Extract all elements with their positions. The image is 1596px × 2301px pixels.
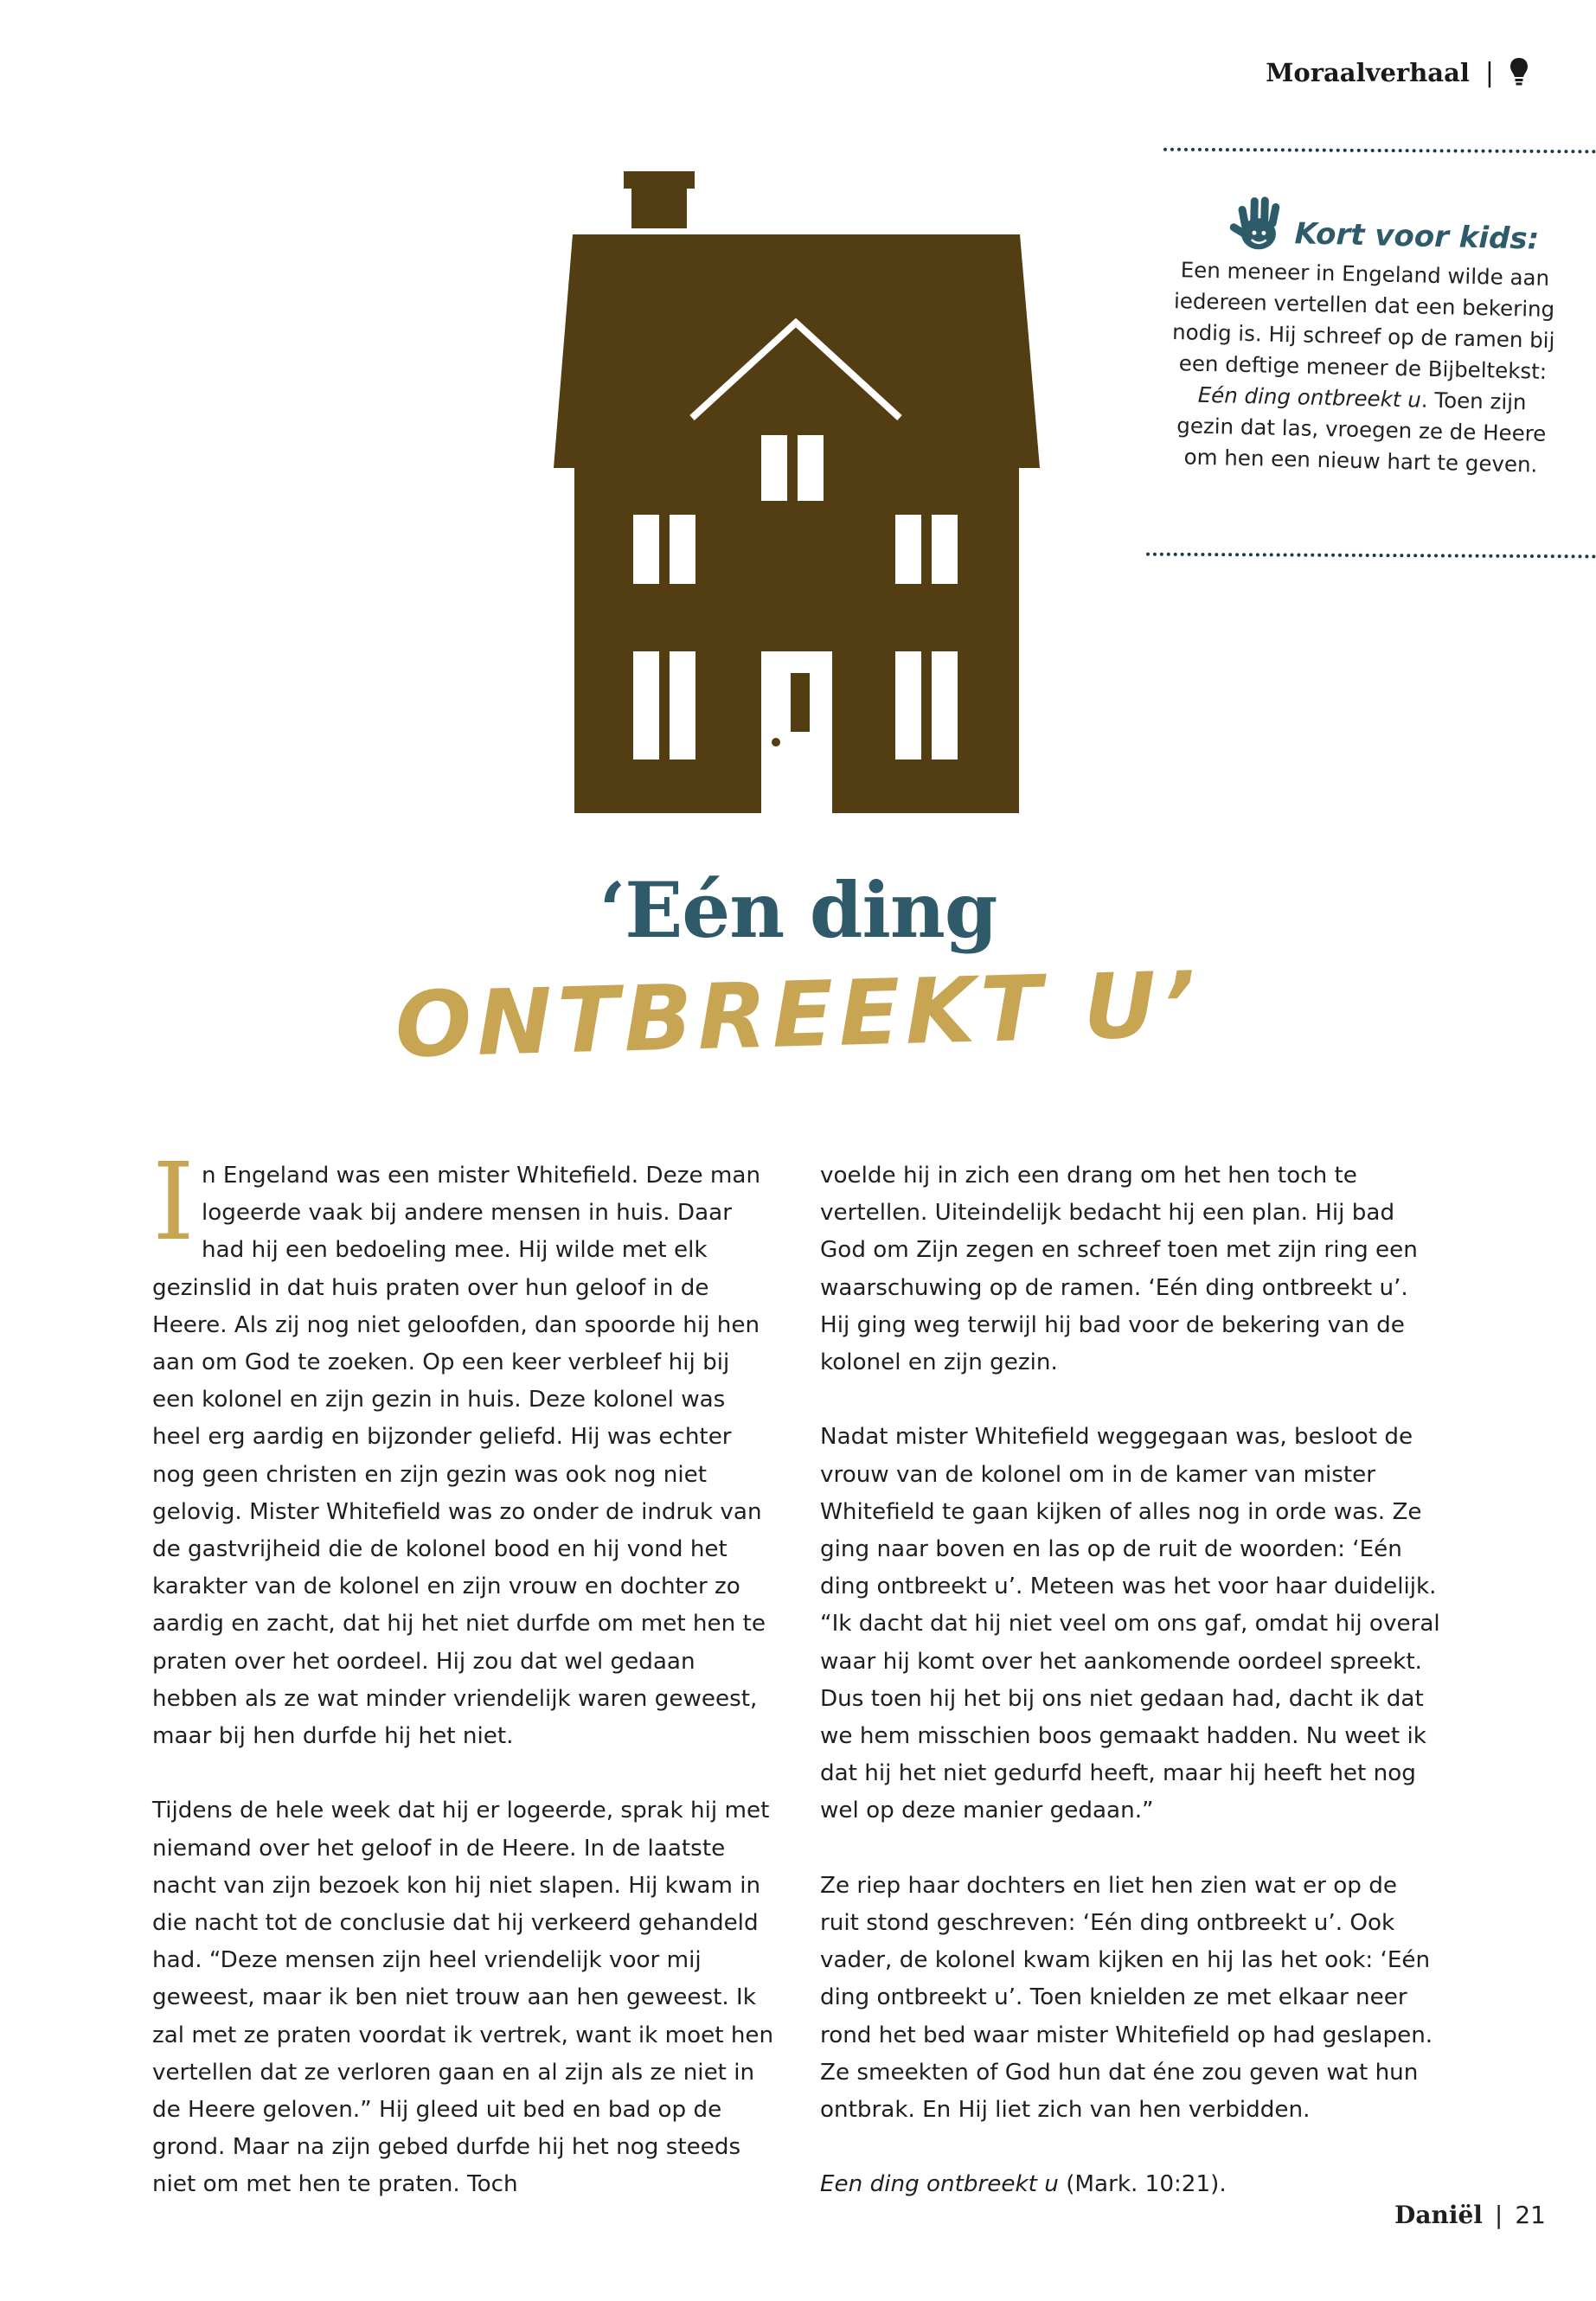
header-separator: |: [1484, 57, 1494, 88]
kids-title: Kort voor kids:: [1294, 216, 1540, 257]
verse-text: Een ding ontbreekt u: [820, 2171, 1059, 2198]
magazine-name: Daniël: [1394, 2201, 1483, 2229]
section-label: Moraalverhaal: [1266, 58, 1470, 87]
kids-text-verse: Eén ding ontbreekt u: [1197, 381, 1422, 413]
article-paragraph: [152, 1140, 775, 1755]
kids-title-row: [1205, 193, 1561, 263]
hand-icon: [1227, 193, 1289, 257]
house-icon: [554, 171, 1040, 813]
lightbulb-icon: [1509, 57, 1529, 88]
dotted-divider-top: [1163, 148, 1596, 154]
article-column-right: [820, 1157, 1443, 2241]
page-number: 21: [1515, 2201, 1546, 2229]
article-column-left: [152, 1140, 775, 2241]
article-paragraph: Nadat mister Whitefield weggegaan was, besloot de vrouw van de kolonel om in de kamer van mister Whitefield te gaan kijken of alles nog in orde was. Ze ging naar boven en las op de ruit de woorden: ‘Eén ding ontbreekt u’. Meteen was het voor haar duidelijk. “Ik dacht dat hij niet veel om ons gaf, omdat hij overal waar hij komt over het aankomende oordeel spreekt. Dus toen hij het bij ons niet gedaan had, dacht ik dat we hem misschien boos gemaakt hadden. Nu weet ik dat hij het niet gedurfd heeft, maar hij heeft het nog wel op deze manier gedaan.”: [820, 1424, 1440, 1824]
kids-text-part1: Een meneer in Engeland wilde aan iedereen vertellen dat een bekering nodig is. Hij schreef op de ramen bij een deftige meneer de Bijbeltekst:: [1171, 257, 1555, 384]
bible-verse: [820, 2166, 1443, 2203]
kids-summary-content: [1166, 192, 1561, 481]
article-paragraph: Tijdens de hele week dat hij er logeerde, sprak hij met niemand over het geloof in de Heere. In de laatste nacht van zijn bezoek kon hij niet slapen. Hij kwam in die nacht tot de conclusie dat hij verkeerd gehandeld had. “Deze mensen zijn heel vriendelijk voor mij geweest, maar ik ben niet trouw aan hen geweest. Ik zal met ze praten voordat ik vertrek, want ik moet hen vertellen dat ze verloren gaan en al zijn als ze niet in de Heere geloven.” Hij gleed uit bed en bad op de grond. Maar na zijn gebed durfde hij het nog steeds niet om met hen te praten. Toch: [152, 1798, 774, 2198]
article-title-line1: ‘Eén ding: [599, 865, 997, 955]
footer-separator: |: [1494, 2201, 1503, 2229]
article-title-line2: ONTBREEKT U’: [394, 951, 1202, 1079]
drop-cap: I: [152, 1140, 195, 1265]
section-header: [1266, 57, 1529, 88]
kids-text: [1166, 254, 1561, 481]
article-paragraph: voelde hij in zich een drang om het hen toch te vertellen. Uiteindelijk bedacht hij een plan. Hij bad God om Zijn zegen en schreef toen met zijn ring een waarschuwing op de ramen. ‘Eén ding ontbreekt u’. Hij ging weg terwijl hij bad voor de bekering van de kolonel en zijn gezin.: [820, 1163, 1418, 1376]
kids-text-part2: . Toen zijn gezin dat las, vroegen ze de Heere om hen een nieuw hart te geven.: [1176, 387, 1547, 478]
dotted-divider-bottom: [1146, 553, 1596, 559]
paragraph-text: n Engeland was een mister Whitefield. Deze man logeerde vaak bij andere mensen in huis. Daar had hij een bedoeling mee. Hij wilde met elk gezinslid in dat huis praten over hun geloof in de Heere. Als zij nog niet geloofden, dan spoorde hij hen aan om God te zoeken. Op een keer verbleef hij bij een kolonel en zijn gezin in huis. Deze kolonel was heel erg aardig en bijzonder geliefd. Hij was echter nog geen christen en zijn gezin was ook nog niet gelovig. Mister Whitefield was zo onder de indruk van de gastvrijheid die de kolonel bood en hij vond het karakter van de kolonel en zijn vrouw en dochter zo aardig en zacht, dat hij het niet durfde om met hen te praten over het oordeel. Hij zou dat wel gedaan hebben als ze wat minder vriendelijk waren geweest, maar bij hen durfde hij het niet.: [152, 1163, 766, 1750]
kids-summary-box: [1146, 149, 1596, 564]
verse-reference: (Mark. 10:21).: [1058, 2171, 1227, 2198]
page-footer: [1394, 2201, 1546, 2229]
article-paragraph: Ze riep haar dochters en liet hen zien wat er op de ruit stond geschreven: ‘Eén ding ontbreekt u’. Ook vader, de kolonel kwam kijken en hij las het ook: ‘Eén ding ontbreekt u’. Toen knielden ze met elkaar neer rond het bed waar mister Whitefield op had geslapen. Ze smeekten of God hun dat éne zou geven wat hun ontbrak. En Hij liet zich van hen verbidden.: [820, 1872, 1433, 2124]
